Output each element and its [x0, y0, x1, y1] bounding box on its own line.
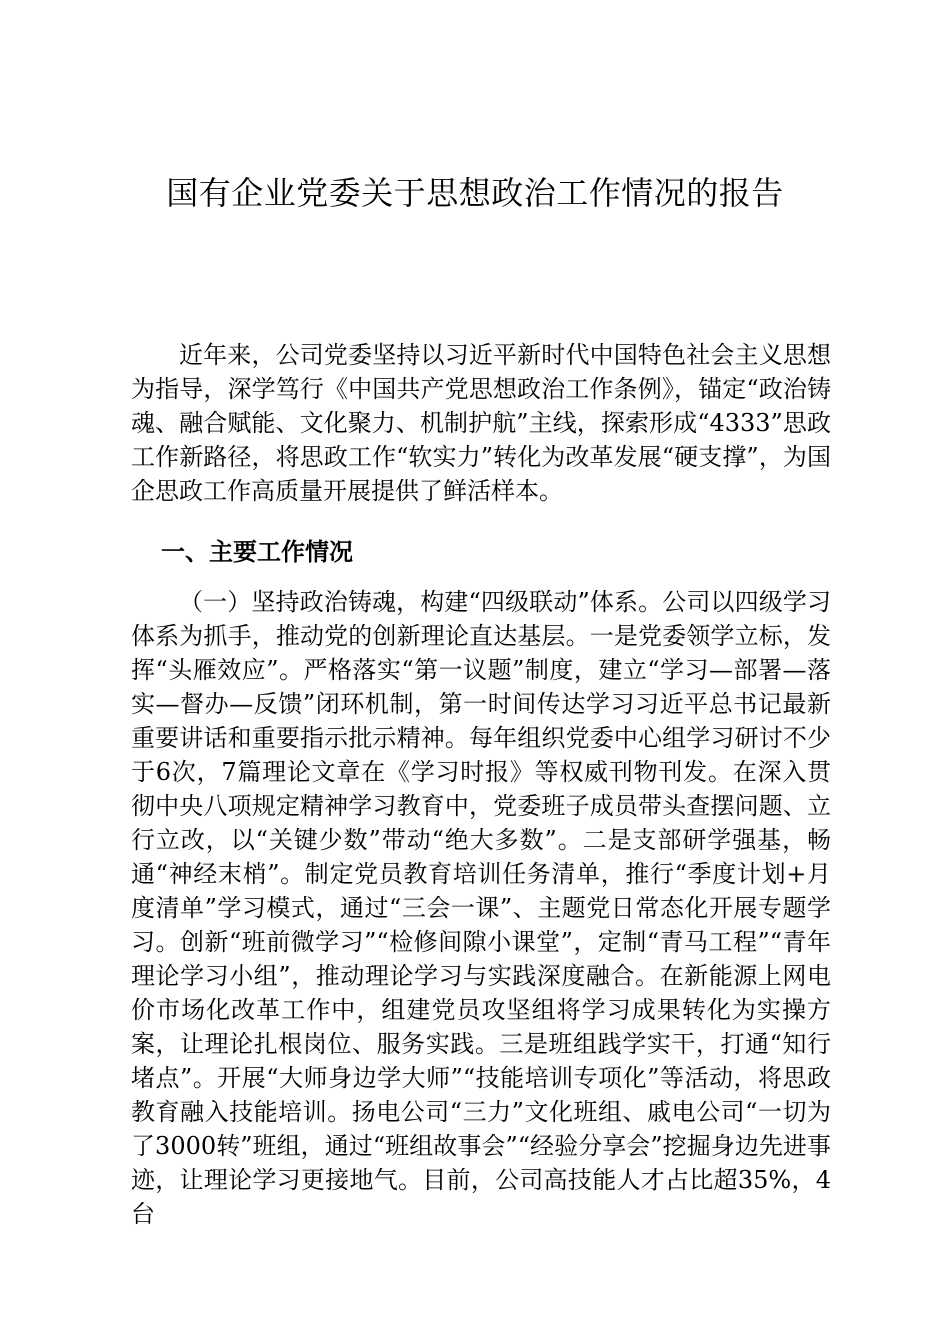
section-paragraph: （一）坚持政治铸魂，构建“四级联动”体系。公司以四级学习体系为抓手，推动党的创新理论直达基层。一是党委领学立标，发挥“头雁效应”。严格落实“第一议题”制度，建立“学习—部署—落实—督办—反馈”闭环机制，第一时间传达学习习近平总书记最新重要讲话和重要指示批示精神。每年组织党委中心组学习研讨不少于6次，7篇理论文章在《学习时报》等权威刊物刊发。在深入贯彻中央八项规定精神学习教育中，党委班子成员带头查摆问题、立行立改，以“关键少数”带动“绝大多数”。二是支部研学强基，畅通“神经末梢”。制定党员教育培训任务清单，推行“季度计划+月度清单”学习模式，通过“三会一课”、主题党日常态化开展专题学习。创新“班前微学习”“检修间隙小课堂”，定制“青马工程”“青年理论学习小组”，推动理论学习与实践深度融合。在新能源上网电价市场化改革工作中，组建党员攻坚组将学习成果转化为实操方案，让理论扎根岗位、服务实践。三是班组践学实干，打通“知行堵点”。开展“大师身边学大师”“技能培训专项化”等活动，将思政教育融入技能培训。扬电公司“三力”文化班组、戚电公司“一切为了3000转”班组，通过“班组故事会”“经验分享会”挖掘身边先进事迹，让理论学习更接地气。目前，公司高技能人才占比超35%，4台 — [131, 588, 831, 1228]
section-heading: 一、主要工作情况 — [161, 538, 353, 566]
intro-paragraph: 近年来，公司党委坚持以习近平新时代中国特色社会主义思想为指导，深学笃行《中国共产党思想政治工作条例》，锚定“政治铸魂、融合赋能、文化聚力、机制护航”主线，探索形成“4333”思政工作新路径，将思政工作“软实力”转化为改革发展“硬支撑”，为国企思政工作高质量开展提供了鲜活样本。 — [131, 341, 831, 505]
document-title: 国有企业党委关于思想政治工作情况的报告 — [166, 174, 784, 212]
